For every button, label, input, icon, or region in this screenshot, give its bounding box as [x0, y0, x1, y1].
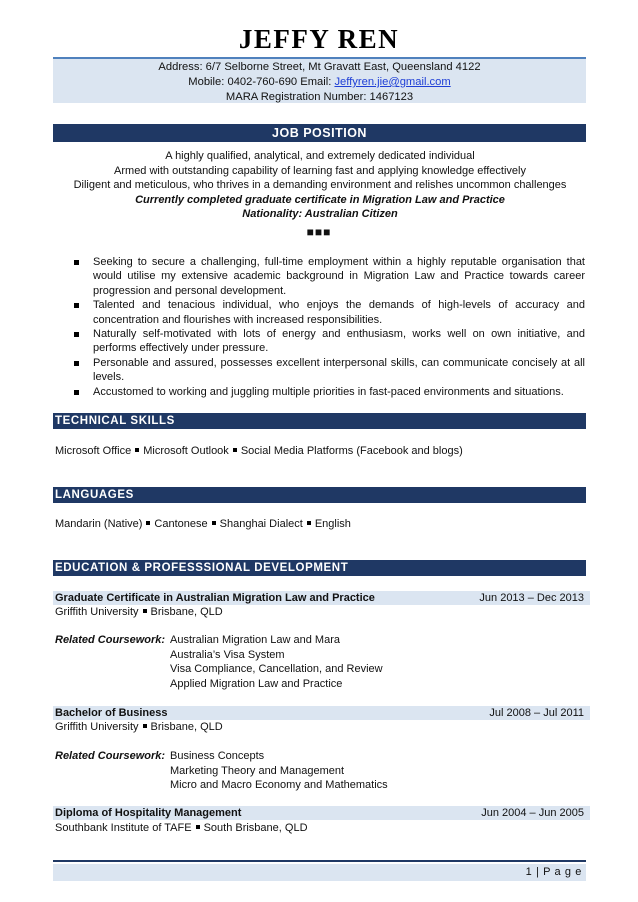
list-item: Business Concepts	[170, 750, 265, 762]
separator-square-icon	[233, 448, 237, 452]
institution-location: South Brisbane, QLD	[203, 822, 308, 834]
degree-title: Diploma of Hospitality Management	[55, 807, 242, 819]
coursework-list	[170, 749, 388, 793]
summary-block	[40, 149, 600, 222]
institution-line	[55, 720, 223, 734]
objective-bullet-list	[72, 255, 585, 399]
candidate-name: JEFFY REN	[238, 24, 400, 54]
languages-list	[55, 517, 585, 531]
skill-item: Social Media Platforms (Facebook and blogs)	[240, 445, 463, 457]
education-entry-header	[53, 591, 590, 605]
languages-heading: LANGUAGES	[53, 487, 586, 503]
bullet-square-icon	[74, 332, 79, 337]
contact-block	[53, 57, 586, 103]
institution-name: Griffith University	[55, 721, 139, 733]
bullet-text: Accustomed to working and juggling multiple priorities in fast-paced environments and situations.	[93, 385, 564, 398]
education-entry-header	[53, 806, 590, 820]
page-label: | P a g e	[532, 866, 582, 878]
language-item: Cantonese	[154, 518, 208, 530]
separator-square-icon	[307, 521, 311, 525]
list-item	[72, 255, 585, 298]
degree-title: Graduate Certificate in Australian Migration Law and Practice	[55, 592, 375, 604]
page-footer	[53, 864, 586, 881]
summary-line: Armed with outstanding capability of learning fast and applying knowledge effectively	[114, 164, 526, 177]
list-item	[72, 298, 585, 327]
separator-square-icon	[135, 448, 139, 452]
coursework-label: Related Coursework:	[55, 634, 166, 646]
institution-name: Southbank Institute of TAFE	[55, 822, 192, 834]
summary-emphasis-line: Currently completed graduate certificate in Migration Law and Practice	[135, 193, 505, 206]
education-entry-header	[53, 706, 590, 720]
list-item: Marketing Theory and Management	[170, 764, 345, 777]
language-item: Shanghai Dialect	[219, 518, 303, 530]
list-item: Micro and Macro Economy and Mathematics	[170, 779, 388, 791]
degree-dates: Jun 2004 – Jun 2005	[481, 807, 584, 819]
list-item: Applied Migration Law and Practice	[170, 677, 343, 690]
institution-location: Brisbane, QLD	[150, 721, 223, 733]
list-item: Visa Compliance, Cancellation, and Review	[170, 663, 383, 675]
institution-line	[55, 821, 308, 835]
list-item	[72, 385, 585, 399]
square-divider: ■■■	[306, 225, 332, 239]
bullet-square-icon	[74, 260, 79, 265]
bullet-text: Naturally self-motivated with lots of energy and enthusiasm, works well on own initiative, and performs effectively under pressure.	[93, 328, 585, 355]
separator-square-icon	[196, 825, 200, 829]
skill-item: Microsoft Office	[55, 445, 132, 457]
list-item: Australian Migration Law and Mara	[170, 634, 340, 646]
bullet-text: Personable and assured, possesses excellent interpersonal skills, can communicate concisely at all levels.	[93, 356, 585, 384]
technical-skills-list	[55, 444, 585, 458]
summary-line: Diligent and meticulous, who thrives in a demanding environment and relishes uncommon challenges	[73, 179, 567, 192]
separator-square-icon	[143, 609, 147, 613]
degree-dates: Jul 2008 – Jul 2011	[489, 707, 584, 719]
page-number: 1	[525, 866, 533, 878]
mobile-text: Mobile: 0402-760-690 Email:	[188, 76, 335, 88]
institution-location: Brisbane, QLD	[150, 606, 223, 618]
bullet-text: Talented and tenacious individual, who enjoys the demands of high-levels of accuracy and concentration and flourishes with increased responsibilities.	[93, 299, 585, 326]
coursework-label: Related Coursework:	[55, 750, 166, 762]
technical-skills-heading: TECHNICAL SKILLS	[53, 413, 586, 429]
separator-square-icon	[146, 521, 150, 525]
degree-dates: Jun 2013 – Dec 2013	[479, 592, 584, 604]
list-item	[72, 356, 585, 385]
footer-divider	[53, 860, 586, 862]
job-position-heading: JOB POSITION	[53, 124, 586, 142]
degree-title: Bachelor of Business	[55, 707, 168, 719]
institution-name: Griffith University	[55, 606, 139, 618]
bullet-square-icon	[74, 390, 79, 395]
list-item	[72, 327, 585, 356]
skill-item: Microsoft Outlook	[143, 445, 229, 457]
bullet-square-icon	[74, 361, 79, 366]
list-item: Australia’s Visa System	[170, 648, 285, 661]
summary-line: A highly qualified, analytical, and extremely dedicated individual	[165, 150, 475, 162]
mara-line: MARA Registration Number: 1467123	[225, 91, 414, 103]
institution-line	[55, 605, 223, 619]
bullet-square-icon	[74, 303, 79, 308]
language-item: English	[314, 518, 351, 530]
separator-square-icon	[143, 724, 147, 728]
mobile-email-line	[53, 75, 586, 90]
email-link[interactable]: Jeffyren.jie@gmail.com	[334, 76, 451, 88]
education-heading: EDUCATION & PROFESSSIONAL DEVELOPMENT	[53, 560, 586, 576]
language-item: Mandarin (Native)	[55, 518, 143, 530]
coursework-list	[170, 633, 383, 691]
bullet-text: Seeking to secure a challenging, full-time employment within a highly reputable organisation that would utilise my extensive academic background in Migration Law and Practice towards career progression and personal development.	[93, 256, 585, 297]
separator-square-icon	[212, 521, 216, 525]
summary-emphasis-line: Nationality: Australian Citizen	[242, 208, 398, 221]
address-line: Address: 6/7 Selborne Street, Mt Gravatt East, Queensland 4122	[158, 61, 481, 73]
